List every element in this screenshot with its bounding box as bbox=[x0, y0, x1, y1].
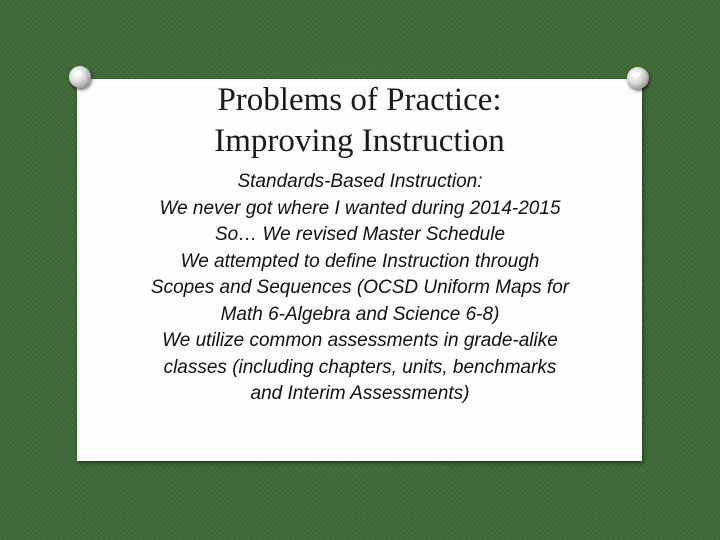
body-line: Standards-Based Instruction: bbox=[237, 171, 483, 192]
body-line: So… We revised Master Schedule bbox=[214, 224, 506, 245]
title-line: Improving Instruction bbox=[214, 123, 505, 159]
body-line: classes (including chapters, units, benchmarks bbox=[163, 356, 557, 378]
body-line: We never got where I wanted during 2014-2015 bbox=[159, 197, 561, 219]
title-line: Problems of Practice: bbox=[217, 82, 502, 118]
body-line: Math 6-Algebra and Science 6-8) bbox=[220, 303, 500, 325]
body-line: Scopes and Sequences (OCSD Uniform Maps for bbox=[150, 277, 570, 298]
body-line: We utilize common assessments in grade-alike bbox=[162, 330, 558, 351]
slide-title bbox=[77, 80, 642, 162]
body-line: and Interim Assessments) bbox=[250, 383, 470, 404]
body-line: We attempted to define Instruction through bbox=[180, 250, 540, 272]
slide-body bbox=[80, 169, 640, 408]
